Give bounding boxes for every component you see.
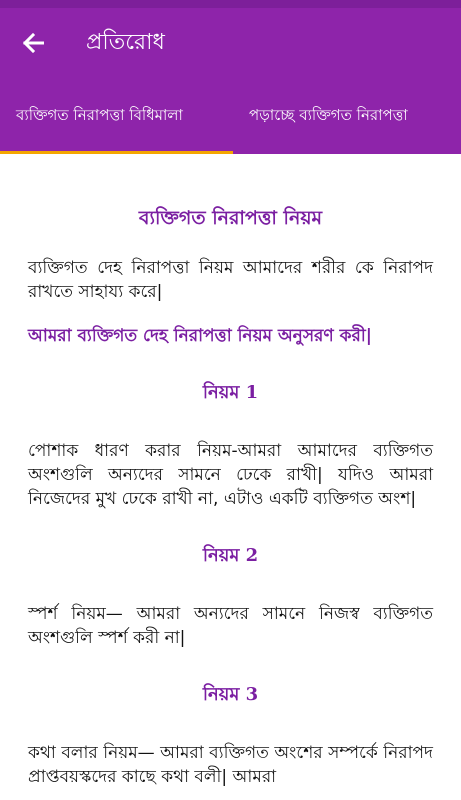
rule-1-text: পোশাক ধারণ করার নিয়ম-আমরা আমাদের ব্যক্তিগত অংশগুলি অন্যদের সামনে ঢেকে রাখী| যদিও আমরা নিজেদের মুখ ঢেকে রাখী না, এটাও একটি ব্যক্তিগত অংশ| xyxy=(28,441,433,509)
status-bar xyxy=(0,0,461,8)
article-heading: ব্যক্তিগত নিরাপত্তা নিয়ম xyxy=(138,207,323,229)
rule-3-text: কথা বলার নিয়ম— আমরা ব্যক্তিগত অংশের সম্পর্কে নিরাপদ প্রাপ্তবয়স্কদের কাছে কথা বলী| আমরা xyxy=(28,743,433,787)
emphasis-paragraph: আমরা ব্যক্তিগত দেহ নিরাপত্তা নিয়ম অনুসরণ করী| xyxy=(28,326,372,346)
rule-2-text: স্পর্শ নিয়ম— আমরা অন্যদের সামনে নিজস্ব ব্যক্তিগত অংশগুলি স্পর্শ করী না| xyxy=(28,604,433,648)
tab-bar xyxy=(0,78,461,154)
rule-3-title: নিয়ম 3 xyxy=(202,684,259,705)
arrow-left-icon[interactable] xyxy=(18,28,48,58)
page-title: প্রতিরোধ xyxy=(86,29,165,55)
rule-1-title: নিয়ম 1 xyxy=(202,382,259,403)
tab-teaching-personal-safety[interactable]: পড়াচ্ছে ব্যক্তিগত নিরাপত্তা xyxy=(249,105,408,124)
app-bar xyxy=(0,8,461,78)
intro-paragraph: ব্যক্তিগত দেহ নিরাপত্তা নিয়ম আমাদের শরীর কে নিরাপদ রাখতে সাহায্য করে| xyxy=(28,258,433,302)
tab-personal-safety-rules[interactable]: ব্যক্তিগত নিরাপত্তা বিধিমালা xyxy=(0,78,233,154)
rule-2-title: নিয়ম 2 xyxy=(202,545,259,566)
article xyxy=(0,204,461,789)
